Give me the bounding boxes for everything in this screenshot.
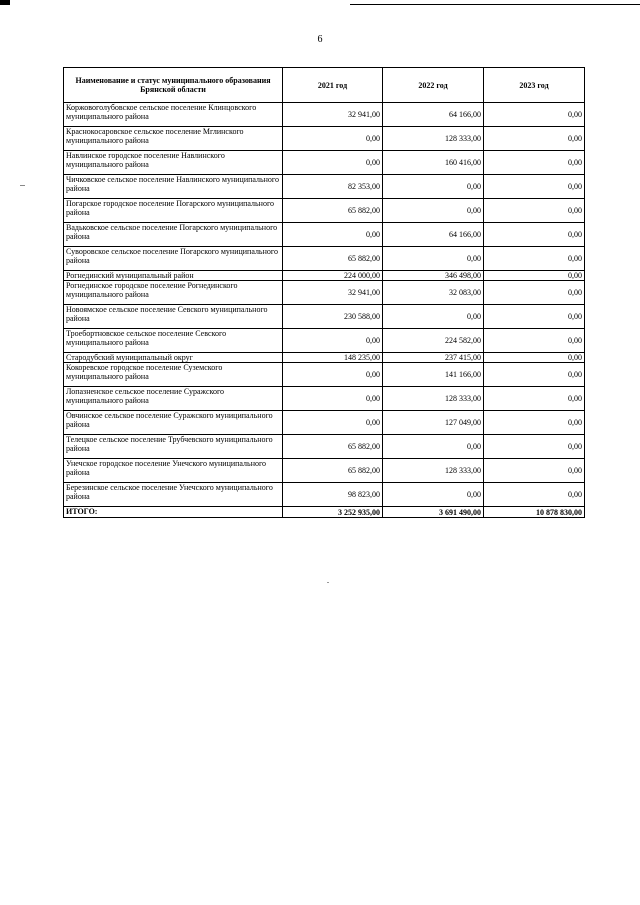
municipality-name-cell: Березинское сельское поселение Унечского муниципального района [64,483,283,507]
value-2021-cell: 82 353,00 [283,175,383,199]
scan-dot [327,582,329,583]
municipality-name-cell: Краснокосаровское сельское поселение Мглинского муниципального района [64,127,283,151]
table-row [64,329,585,353]
total-2022: 3 691 490,00 [383,507,484,518]
table-row [64,435,585,459]
value-2023-cell: 0,00 [484,363,585,387]
municipality-name-cell: Навлинское городское поселение Навлинского муниципального района [64,151,283,175]
municipality-name-cell: Суворовское сельское поселение Погарского муниципального района [64,247,283,271]
value-2022-cell: 128 333,00 [383,387,484,411]
value-2021-cell: 65 882,00 [283,435,383,459]
table-row [64,151,585,175]
municipality-name-cell: Овчинское сельское поселение Суражского муниципального района [64,411,283,435]
value-2022-cell: 64 166,00 [383,223,484,247]
value-2022-cell: 128 333,00 [383,459,484,483]
total-2023: 10 878 830,00 [484,507,585,518]
value-2022-cell: 32 083,00 [383,281,484,305]
value-2023-cell: 0,00 [484,281,585,305]
value-2021-cell: 230 588,00 [283,305,383,329]
table-row [64,411,585,435]
municipality-name-cell: Троебортновское сельское поселение Севского муниципального района [64,329,283,353]
value-2023-cell: 0,00 [484,305,585,329]
value-2023-cell: 0,00 [484,459,585,483]
value-2023-cell: 0,00 [484,151,585,175]
top-rule [350,4,640,5]
value-2022-cell: 0,00 [383,305,484,329]
municipality-name-cell: Новоямское сельское поселение Севского муниципального района [64,305,283,329]
value-2021-cell: 98 823,00 [283,483,383,507]
municipality-name-cell: Погарское городское поселение Погарского муниципального района [64,199,283,223]
table-row [64,175,585,199]
value-2021-cell: 65 882,00 [283,247,383,271]
value-2021-cell: 32 941,00 [283,281,383,305]
value-2023-cell: 0,00 [484,329,585,353]
value-2022-cell: 0,00 [383,199,484,223]
value-2021-cell: 224 000,00 [283,271,383,281]
value-2023-cell: 0,00 [484,127,585,151]
municipality-name-cell: Лопазненское сельское поселение Суражского муниципального района [64,387,283,411]
value-2022-cell: 141 166,00 [383,363,484,387]
table-body [64,103,585,507]
value-2022-cell: 237 415,00 [383,353,484,363]
value-2022-cell: 128 333,00 [383,127,484,151]
municipality-name-cell: Унечское городское поселение Унечского муниципального района [64,459,283,483]
header-2022: 2022 год [383,68,484,103]
value-2021-cell: 0,00 [283,387,383,411]
table-row [64,387,585,411]
table-row [64,353,585,363]
value-2022-cell: 0,00 [383,247,484,271]
value-2021-cell: 0,00 [283,127,383,151]
scan-side-mark [20,185,25,186]
header-municipality: Наименование и статус муниципального образования Брянской области [64,68,283,103]
total-row [64,507,585,518]
table-row [64,363,585,387]
value-2021-cell: 0,00 [283,363,383,387]
table-row [64,127,585,151]
total-label: ИТОГО: [64,507,283,518]
municipality-name-cell: Телецкое сельское поселение Трубчевского муниципального района [64,435,283,459]
value-2023-cell: 0,00 [484,223,585,247]
value-2022-cell: 346 498,00 [383,271,484,281]
value-2021-cell: 0,00 [283,223,383,247]
table-row [64,223,585,247]
value-2023-cell: 0,00 [484,483,585,507]
value-2021-cell: 0,00 [283,411,383,435]
table-row [64,305,585,329]
value-2021-cell: 32 941,00 [283,103,383,127]
page-number: 6 [317,34,323,45]
value-2021-cell: 65 882,00 [283,459,383,483]
municipality-name-cell: Рогнединское городское поселение Рогнединского муниципального района [64,281,283,305]
table-row [64,483,585,507]
value-2023-cell: 0,00 [484,271,585,281]
table-header-row [64,68,585,103]
header-2023: 2023 год [484,68,585,103]
municipality-name-cell: Вадьковское сельское поселение Погарского муниципального района [64,223,283,247]
table-row [64,247,585,271]
value-2023-cell: 0,00 [484,353,585,363]
header-2021: 2021 год [283,68,383,103]
value-2021-cell: 0,00 [283,329,383,353]
municipality-name-cell: Кокоревское городское поселение Суземского муниципального района [64,363,283,387]
value-2022-cell: 64 166,00 [383,103,484,127]
municipality-name-cell: Стародубский муниципальный округ [64,353,283,363]
municipality-name-cell: Рогнединский муниципальный район [64,271,283,281]
value-2022-cell: 127 049,00 [383,411,484,435]
value-2021-cell: 0,00 [283,151,383,175]
table-row [64,271,585,281]
grant-distribution-table [63,67,585,518]
value-2022-cell: 224 582,00 [383,329,484,353]
value-2021-cell: 65 882,00 [283,199,383,223]
table-row [64,459,585,483]
table-row [64,103,585,127]
value-2022-cell: 0,00 [383,483,484,507]
value-2022-cell: 0,00 [383,435,484,459]
table-row [64,199,585,223]
value-2023-cell: 0,00 [484,103,585,127]
value-2022-cell: 0,00 [383,175,484,199]
value-2022-cell: 160 416,00 [383,151,484,175]
value-2023-cell: 0,00 [484,411,585,435]
scan-corner-mark [0,0,10,5]
value-2023-cell: 0,00 [484,199,585,223]
value-2023-cell: 0,00 [484,387,585,411]
value-2023-cell: 0,00 [484,435,585,459]
table-row [64,281,585,305]
value-2023-cell: 0,00 [484,175,585,199]
municipality-name-cell: Коржовоголубовское сельское поселение Клинцовского муниципального района [64,103,283,127]
total-2021: 3 252 935,00 [283,507,383,518]
value-2021-cell: 148 235,00 [283,353,383,363]
municipality-name-cell: Чичковское сельское поселение Навлинского муниципального района [64,175,283,199]
value-2023-cell: 0,00 [484,247,585,271]
